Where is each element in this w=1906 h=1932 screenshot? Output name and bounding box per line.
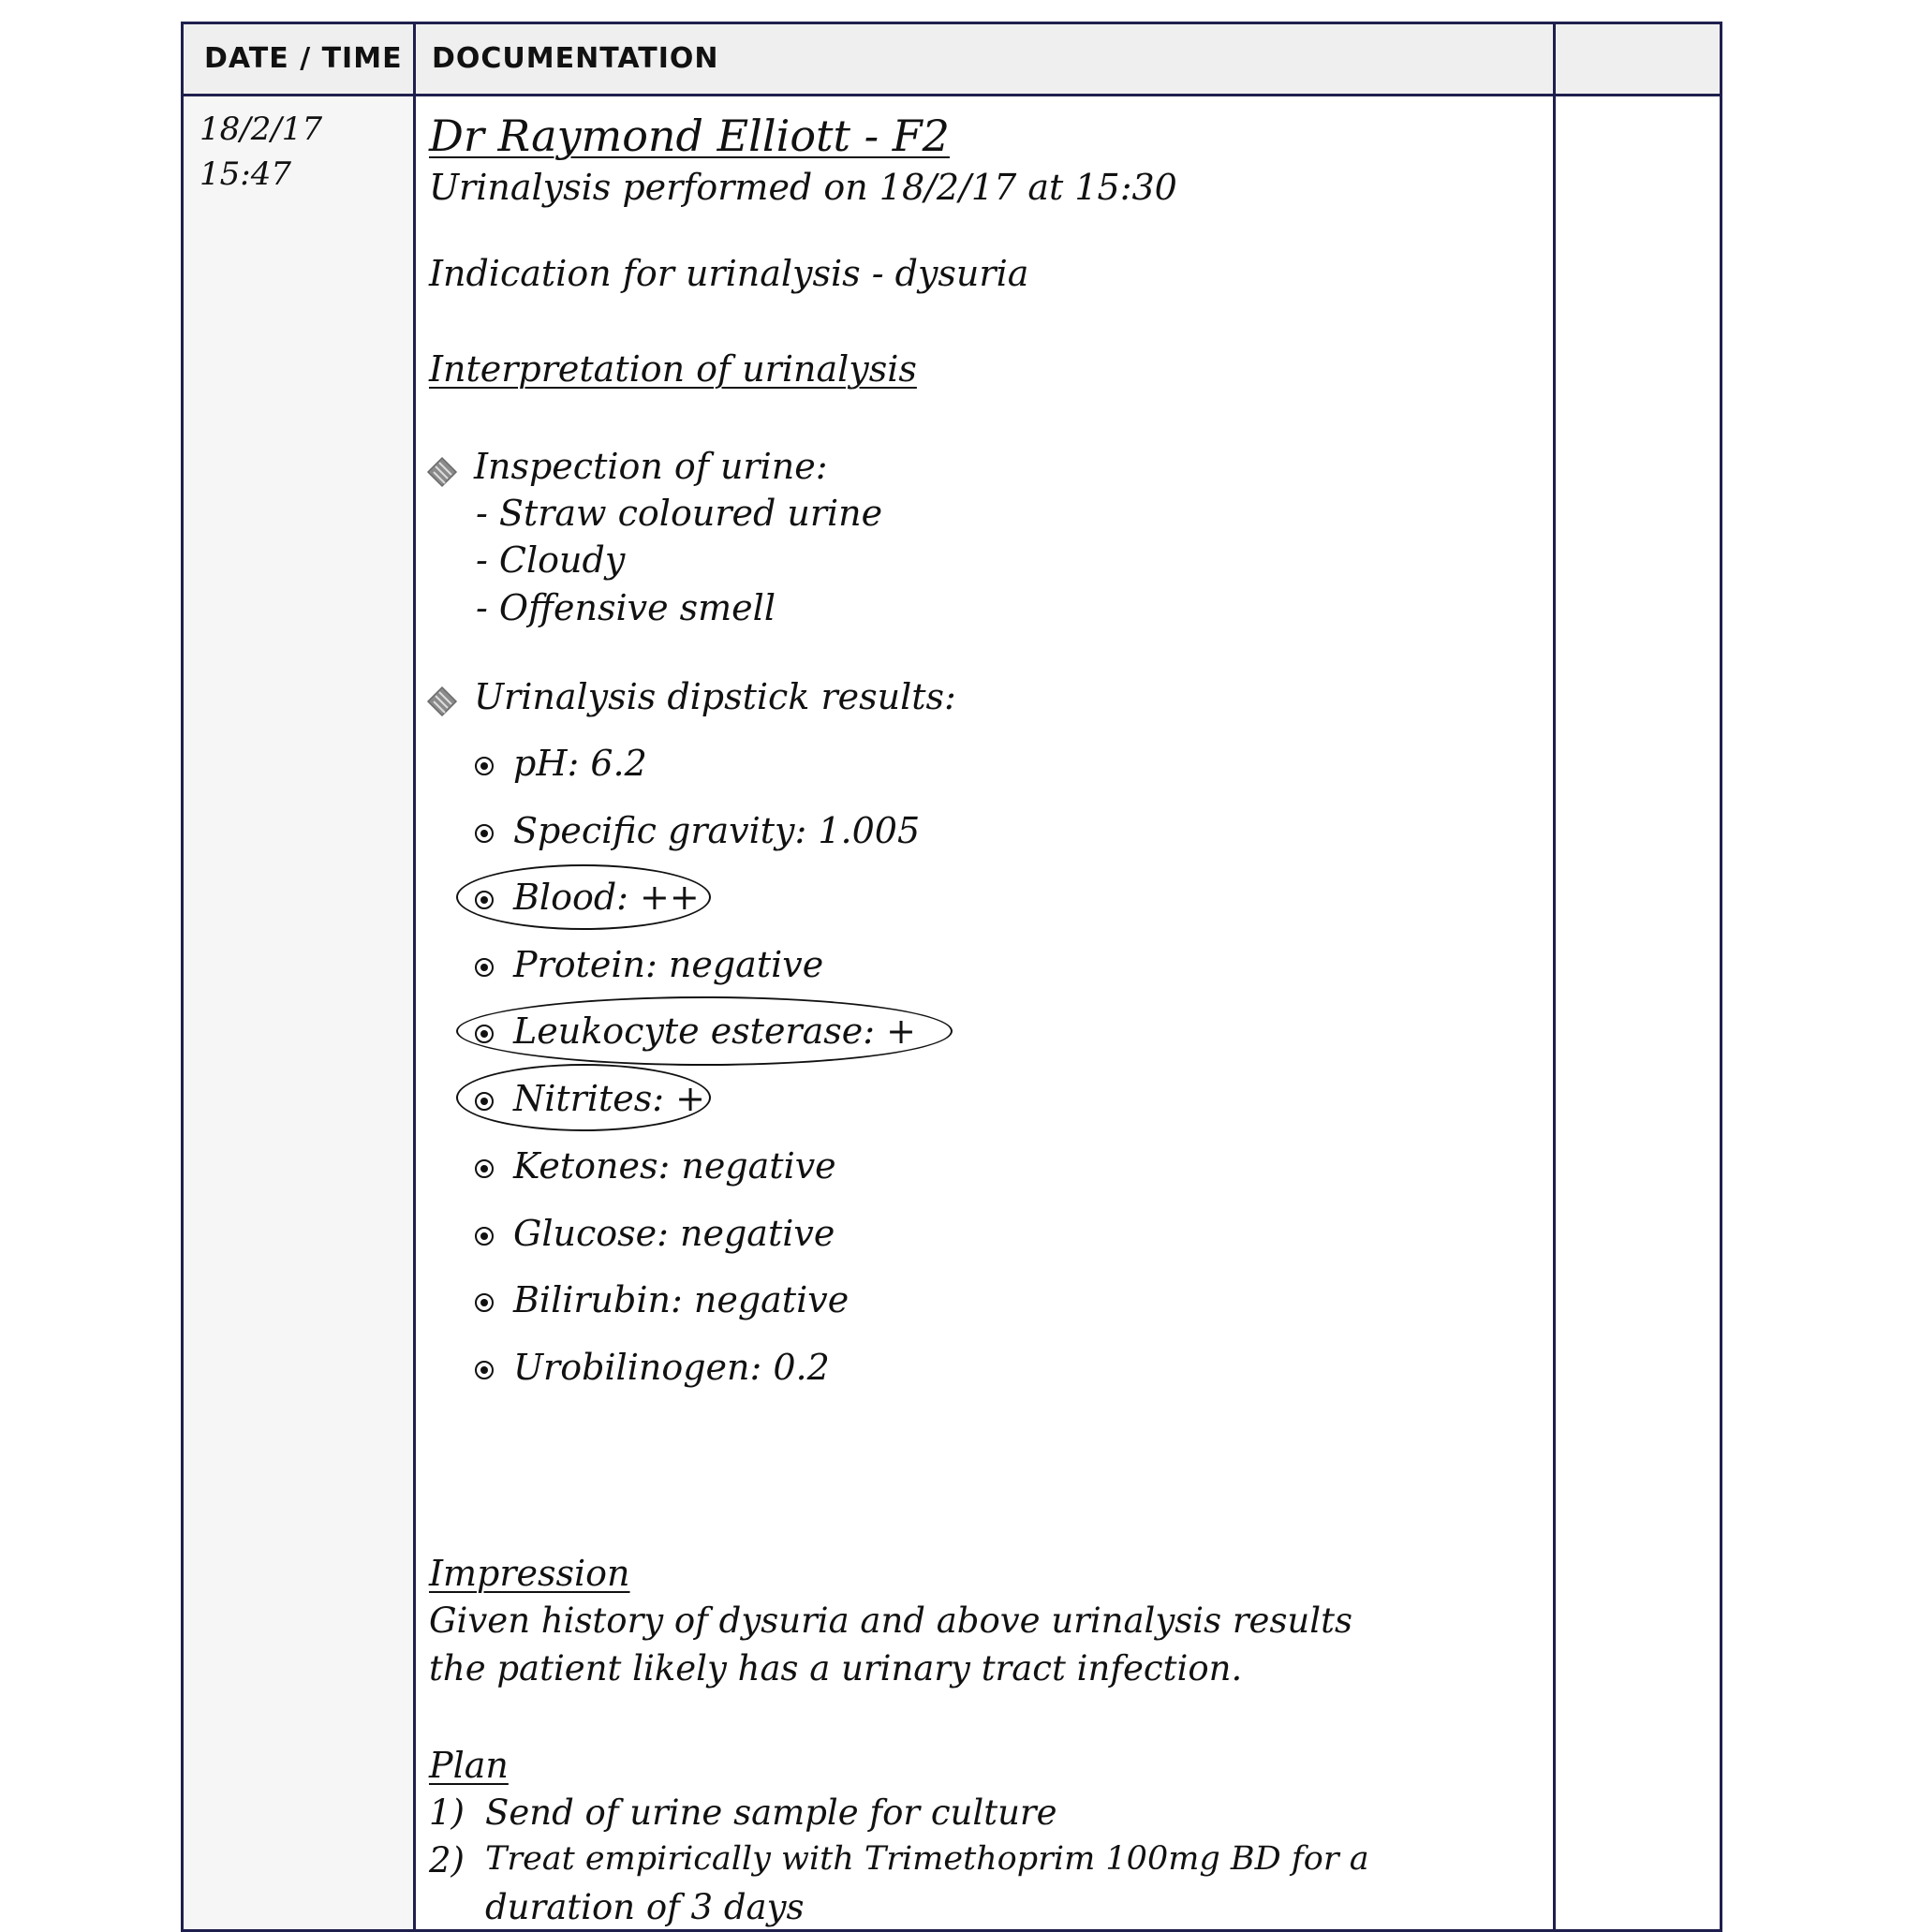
- performed-line: Urinalysis performed on 18/2/17 at 15:30: [429, 167, 1177, 208]
- column-divider-right: [1553, 24, 1556, 1929]
- dipstick-item-text: Urobilinogen: 0.2: [513, 1347, 830, 1388]
- inspection-item: - Straw coloured urine: [476, 493, 883, 534]
- dipstick-item-text: pH: 6.2: [513, 743, 647, 784]
- dipstick-item-text: Ketones: negative: [513, 1145, 836, 1187]
- author-signature: Dr Raymond Elliott - F2: [429, 111, 950, 161]
- dipstick-item-text: Glucose: negative: [513, 1213, 835, 1254]
- plan-item-2-line-1: Treat empirically with Trimethoprim 100mg BD for a: [485, 1840, 1369, 1878]
- dot-bullet-icon: [475, 1025, 494, 1043]
- dot-bullet-icon: [475, 1293, 494, 1312]
- plan-item-1-number: 1): [429, 1792, 465, 1833]
- dot-bullet-icon: [475, 1092, 494, 1111]
- entry-date: 18/2/17: [199, 111, 323, 148]
- dipstick-item-text: Specific gravity: 1.005: [513, 810, 921, 851]
- date-time-header: DATE / TIME: [204, 42, 403, 75]
- plan-item-2-number: 2): [429, 1840, 465, 1880]
- dot-bullet-icon: [475, 1159, 494, 1178]
- dipstick-item-text: Bilirubin: negative: [513, 1279, 850, 1320]
- dot-bullet-icon: [475, 958, 494, 977]
- dot-bullet-icon: [475, 891, 494, 909]
- dot-bullet-icon: [475, 757, 494, 775]
- dipstick-item-text: Leukocyte esterase: +: [513, 1010, 916, 1052]
- impression-heading: Impression: [429, 1553, 630, 1594]
- inspection-item: - Offensive smell: [476, 587, 776, 628]
- dot-bullet-icon: [475, 824, 494, 843]
- interpretation-heading: Interpretation of urinalysis: [429, 348, 917, 390]
- inspection-item: - Cloudy: [476, 539, 626, 581]
- plan-heading: Plan: [429, 1745, 509, 1786]
- impression-line: Given history of dysuria and above urinalysis results: [429, 1600, 1352, 1641]
- clinical-notes-sheet: [181, 22, 1722, 1932]
- indication-line: Indication for urinalysis - dysuria: [429, 253, 1029, 294]
- diamond-bullet-icon: [426, 456, 458, 488]
- plan-item-2-line-2: duration of 3 days: [485, 1887, 805, 1927]
- dipstick-item-text: Blood: ++: [513, 877, 700, 918]
- dipstick-heading: Urinalysis dipstick results:: [474, 676, 956, 717]
- documentation-header: DOCUMENTATION: [432, 42, 719, 75]
- date-column-background: [184, 96, 413, 1929]
- inspection-heading: Inspection of urine:: [474, 446, 828, 487]
- dipstick-item-text: Nitrites: +: [513, 1078, 705, 1119]
- entry-time: 15:47: [199, 155, 291, 193]
- dipstick-item-text: Protein: negative: [513, 944, 824, 985]
- column-divider-date: [413, 24, 416, 1929]
- dot-bullet-icon: [475, 1227, 494, 1246]
- diamond-bullet-icon: [426, 686, 458, 717]
- impression-line: the patient likely has a urinary tract infection.: [429, 1648, 1243, 1689]
- dot-bullet-icon: [475, 1361, 494, 1379]
- plan-item-1: Send of urine sample for culture: [485, 1792, 1057, 1833]
